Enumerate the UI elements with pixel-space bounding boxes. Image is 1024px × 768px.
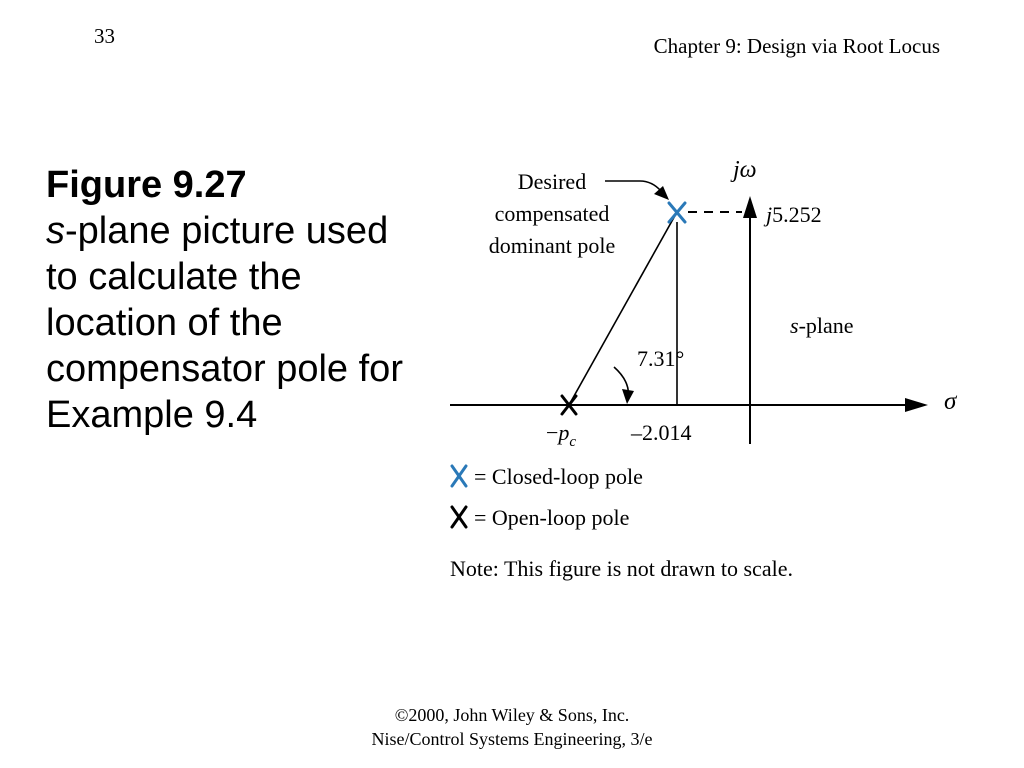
real-value-label: –2.014 <box>631 420 692 445</box>
s-variable: s <box>46 210 65 252</box>
desired-pole-pointer-head <box>654 186 669 200</box>
legend-closed-loop-label: = Closed-loop pole <box>474 464 643 489</box>
axis-imag-label: jω <box>733 157 757 183</box>
closed-loop-pole-marker <box>669 203 685 222</box>
figure-title: Figure 9.27 <box>46 164 247 206</box>
desired-label-line-1: Desired <box>517 169 587 194</box>
copyright-line: ©2000, John Wiley & Sons, Inc. <box>394 705 630 725</box>
footer <box>0 703 1024 751</box>
description-text: -plane picture used to calculate the location of the compensator pole for Example 9.4 <box>46 210 403 436</box>
scale-note: Note: This figure is not drawn to scale. <box>450 556 793 581</box>
desired-label-line-2: compensated <box>494 201 610 226</box>
imag-value-label: j5.252 <box>766 202 822 227</box>
book-title-line: Nise/Control Systems Engineering, 3/e <box>371 729 653 749</box>
legend-closed-loop-icon <box>452 466 466 486</box>
chapter-header: Chapter 9: Design via Root Locus <box>653 34 940 58</box>
axis-real-label: σ <box>944 388 957 415</box>
angle-label: 7.31° <box>637 346 685 371</box>
legend-open-loop-label: = Open-loop pole <box>474 505 630 530</box>
imaginary-axis-arrow <box>743 196 757 218</box>
real-axis-arrow <box>905 398 928 412</box>
slide-number: 33 <box>94 24 115 48</box>
desired-pole-pointer <box>605 181 661 191</box>
legend-open-loop-icon <box>452 507 466 527</box>
desired-label-line-3: dominant pole <box>488 233 616 258</box>
angle-arc-head <box>622 389 634 404</box>
s-plane-label: s-plane <box>790 313 854 338</box>
compensator-pole-label: $-p_c$ <box>546 420 577 450</box>
